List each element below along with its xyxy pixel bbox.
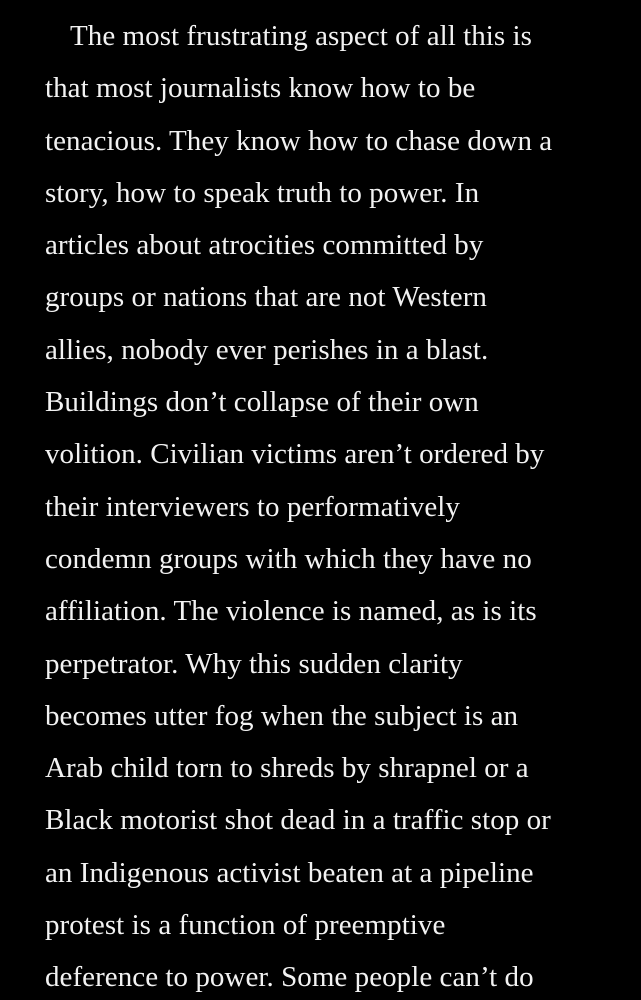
paragraph-line: perpetrator. Why this sudden clarity [45, 647, 463, 680]
paragraph-line: volition. Civilian victims aren’t ordered by [45, 438, 545, 471]
paragraph-line: Arab child torn to shreds by shrapnel or a [45, 752, 529, 785]
paragraph-line: their interviewers to performatively [45, 490, 460, 523]
paragraph-line: deference to power. Some people can’t do [45, 961, 534, 994]
paragraph-line: story, how to speak truth to power. In [45, 176, 480, 209]
paragraph-line: The most frustrating aspect of all this is [70, 20, 532, 52]
paragraph-line: an Indigenous activist beaten at a pipeline [45, 856, 534, 889]
paragraph-line: protest is a function of preemptive [45, 909, 446, 942]
paragraph-line: Buildings don’t collapse of their own [45, 386, 479, 419]
paragraph-line: becomes utter fog when the subject is an [45, 699, 519, 732]
paragraph-line: allies, nobody ever perishes in a blast. [45, 333, 489, 366]
paragraph-line: that most journalists know how to be [45, 72, 476, 105]
paragraph-line: tenacious. They know how to chase down a [45, 124, 553, 157]
paragraph [45, 10, 635, 1000]
paragraph-line: affiliation. The violence is named, as is its [45, 595, 537, 628]
paragraph-line: groups or nations that are not Western [45, 281, 487, 314]
paragraph-line: articles about atrocities committed by [45, 229, 484, 262]
paragraph-line: condemn groups with which they have no [45, 542, 532, 575]
paragraph-line: Black motorist shot dead in a traffic stop or [45, 804, 551, 837]
